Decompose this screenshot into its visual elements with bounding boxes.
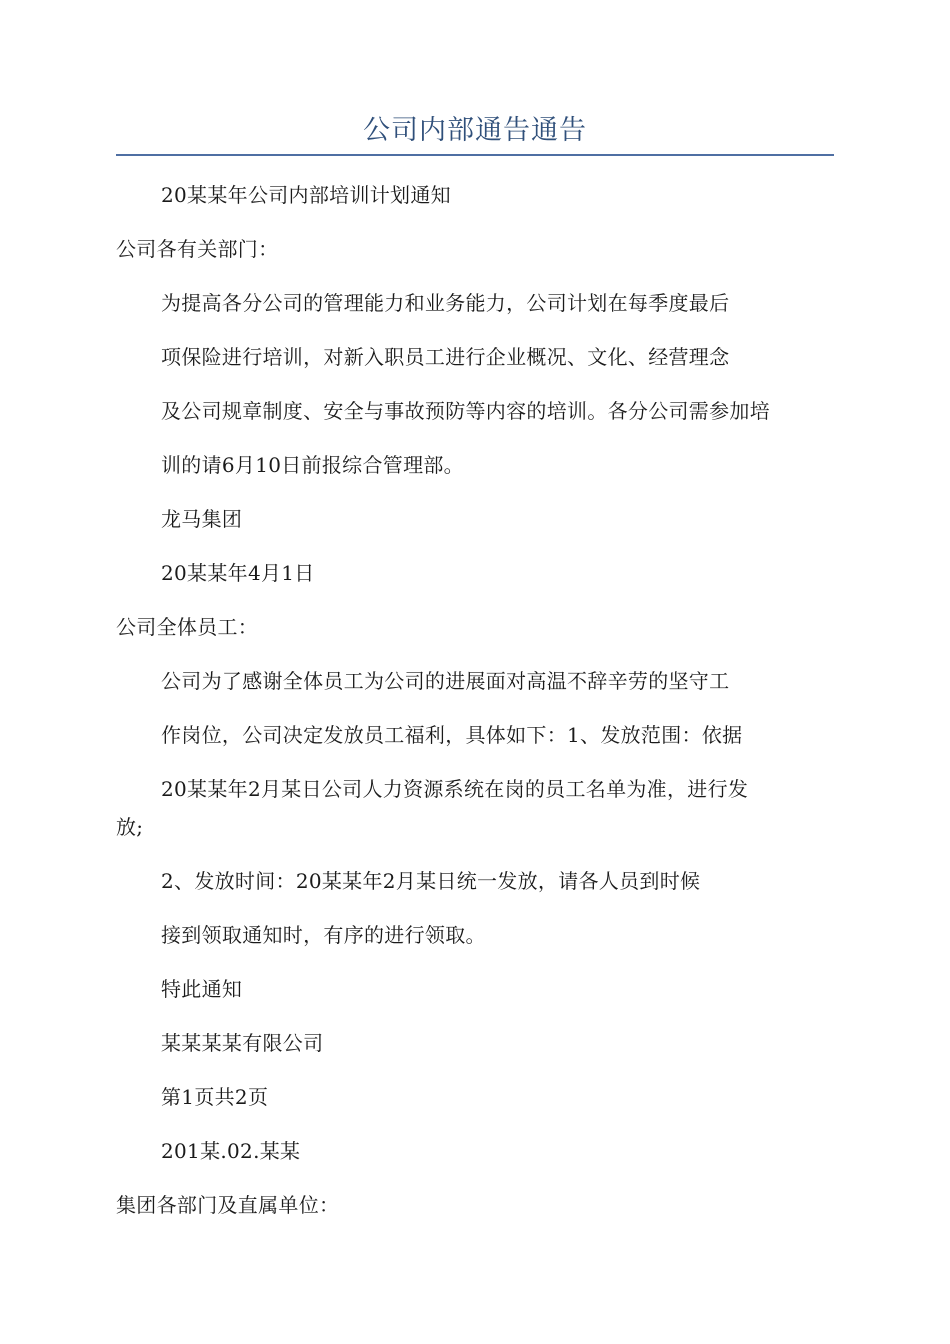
body-line: 及公司规章制度、安全与事故预防等内容的培训。各分公司需参加培 (161, 399, 770, 423)
body-line: 训的请6月10日前报综合管理部。 (161, 453, 464, 477)
salutation: 公司各有关部门： (116, 237, 279, 261)
signature-date: 201某.02.某某 (161, 1139, 301, 1163)
notice-heading: 20某某年公司内部培训计划通知 (161, 183, 451, 207)
body-line: 项保险进行培训，对新入职员工进行企业概况、文化、经营理念 (161, 345, 730, 369)
salutation: 集团各部门及直属单位： (116, 1193, 340, 1217)
page-number: 第1页共2页 (161, 1085, 269, 1109)
body-line: 作岗位，公司决定发放员工福利，具体如下：1、发放范围：依据 (161, 723, 743, 747)
document-title: 公司内部通告通告 (363, 115, 587, 146)
signature-org: 龙马集团 (161, 507, 243, 531)
salutation: 公司全体员工： (116, 615, 259, 639)
body-line: 为提高各分公司的管理能力和业务能力，公司计划在每季度最后 (161, 291, 730, 315)
body-line: 公司为了感谢全体员工为公司的进展面对高温不辞辛劳的坚守工 (161, 669, 730, 693)
closing-line: 特此通知 (161, 977, 243, 1001)
signature-date: 20某某年4月1日 (161, 561, 315, 585)
body-line: 放; (116, 815, 144, 839)
signature-org: 某某某某有限公司 (161, 1031, 324, 1055)
body-line: 2、发放时间：20某某年2月某日统一发放，请各人员到时候 (161, 869, 701, 893)
title-underline (116, 154, 834, 156)
body-line: 20某某年2月某日公司人力资源系统在岗的员工名单为准，进行发 (161, 777, 749, 801)
body-line: 接到领取通知时，有序的进行领取。 (161, 923, 486, 947)
